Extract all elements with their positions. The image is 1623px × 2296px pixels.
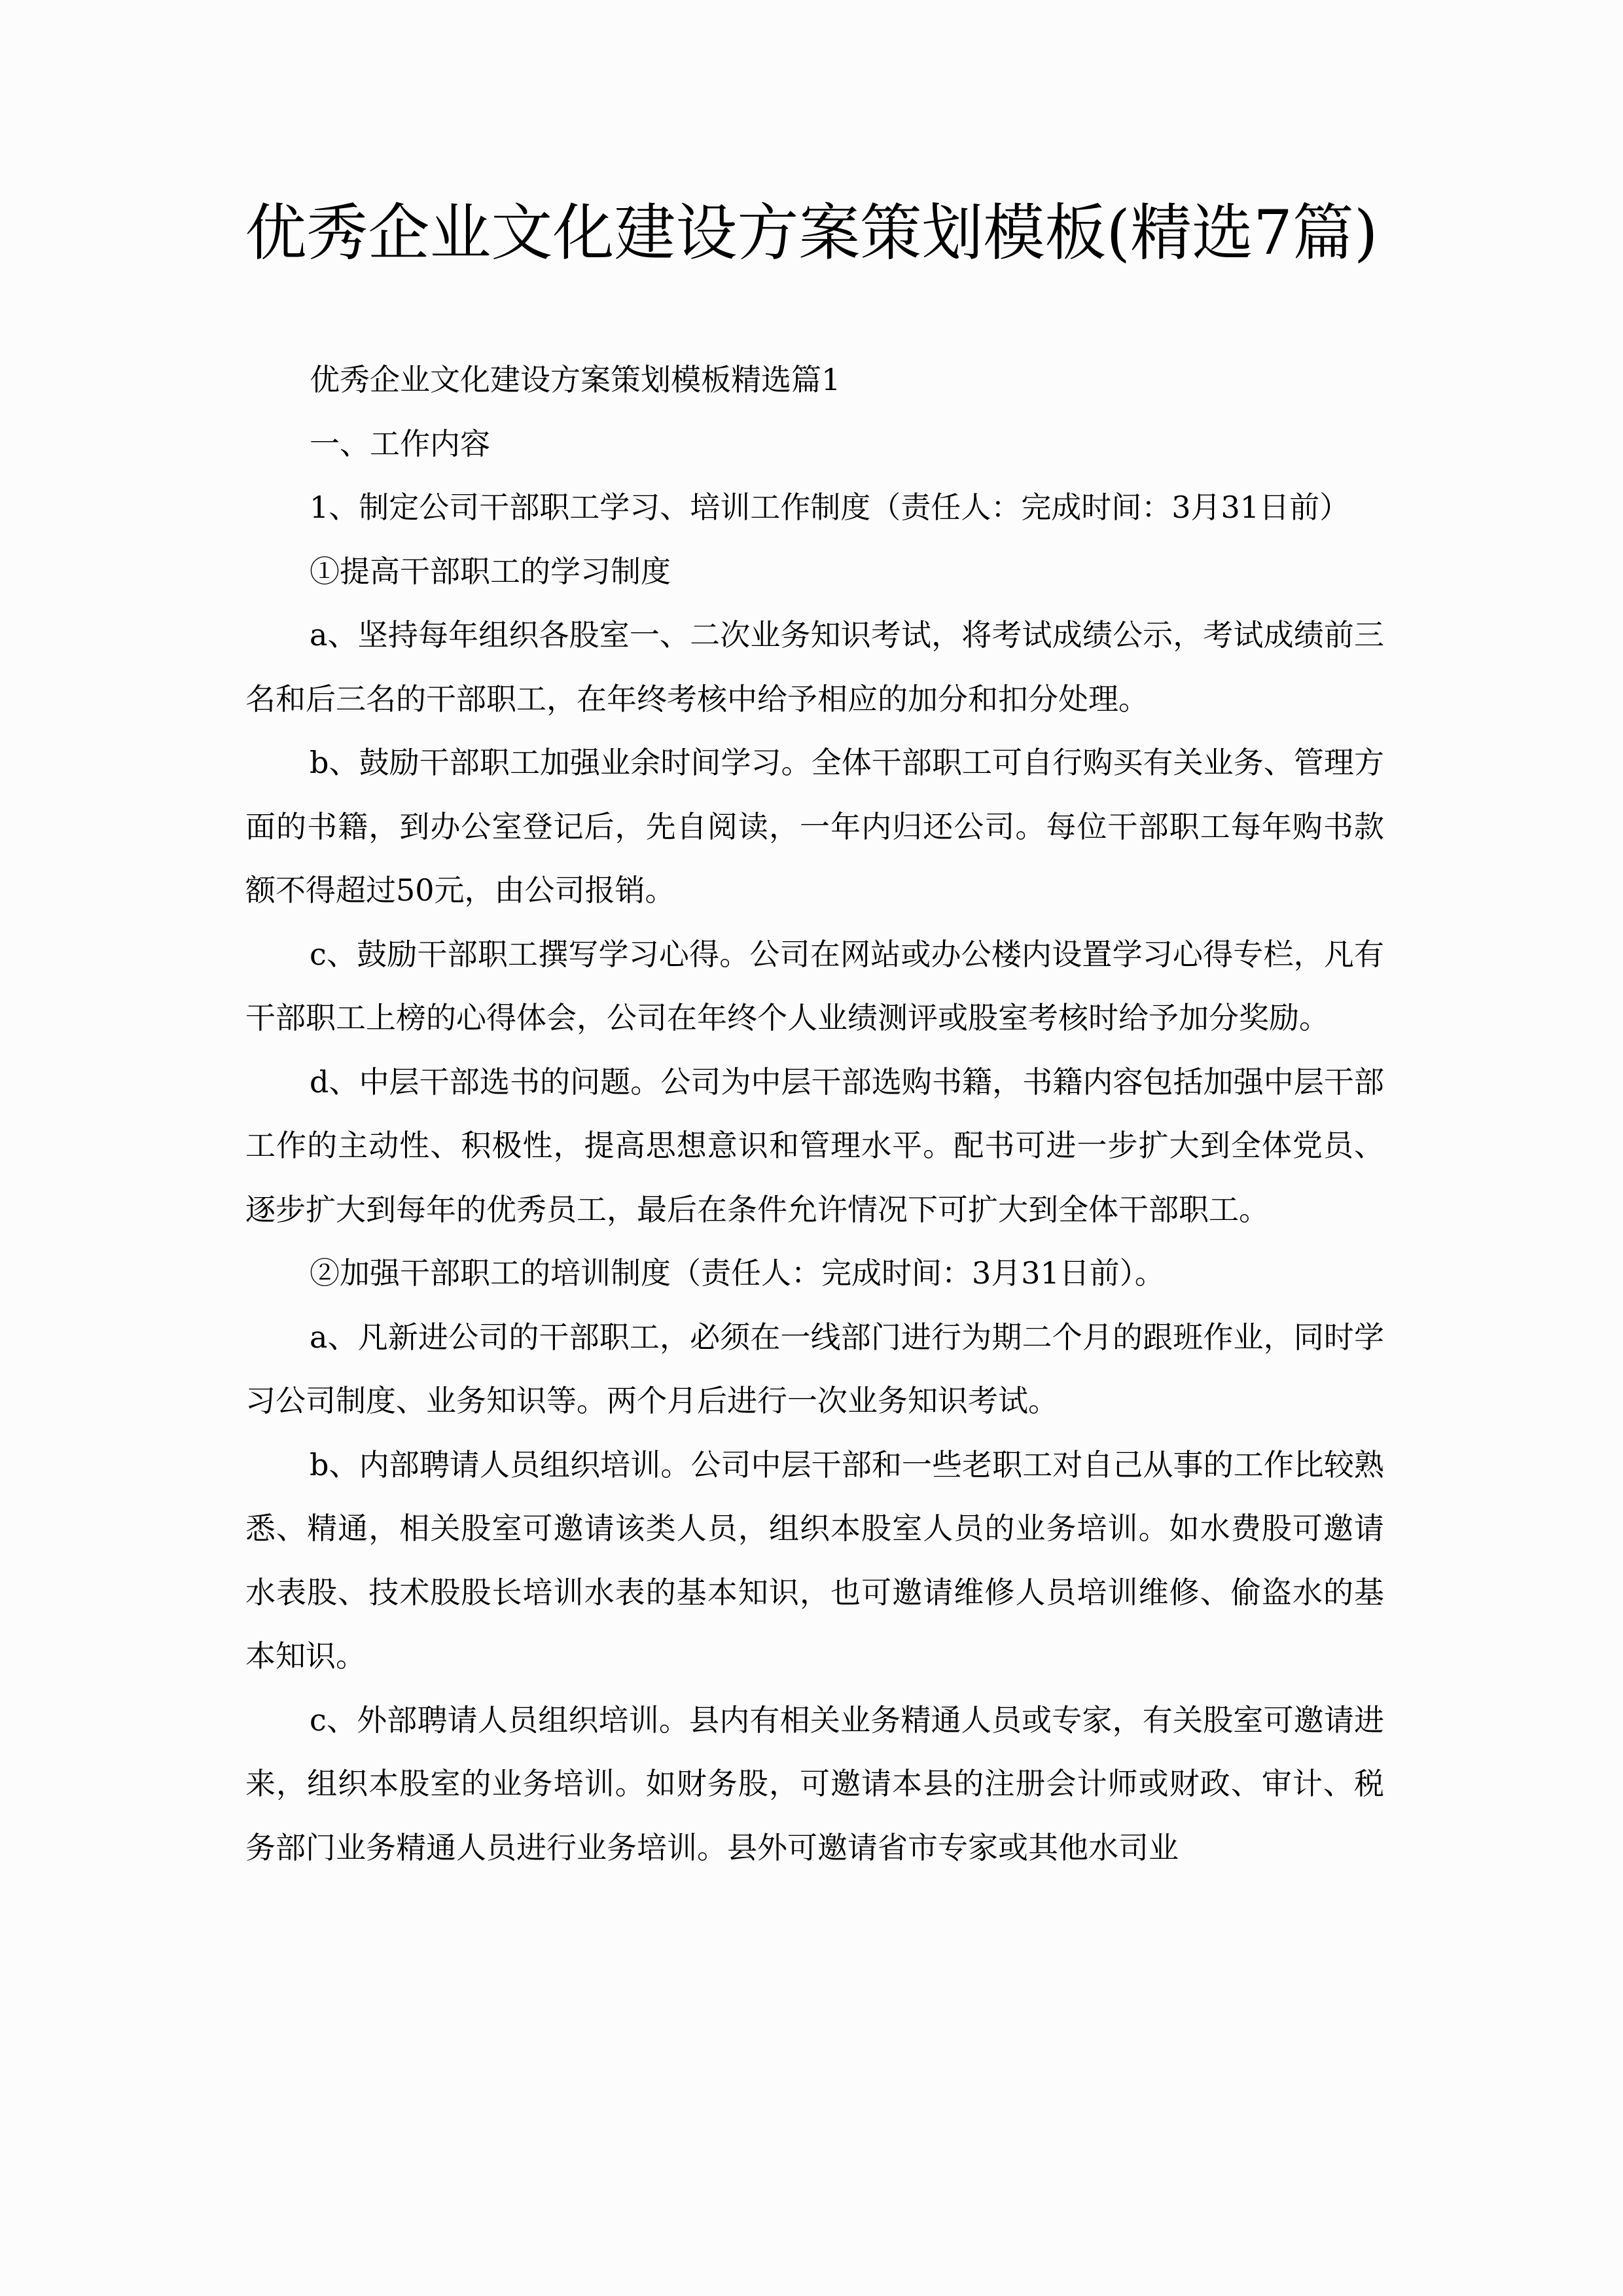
paragraph-study-d: d、中层干部选书的问题。公司为中层干部选购书籍，书籍内容包括加强中层干部工作的主动性、积极性，提高思想意识和管理水平。配书可进一步扩大到全体党员、逐步扩大到每年的优秀员工，最后在条件允许情况下可扩大到全体干部职工。: [245, 1064, 1384, 1227]
subheading-training-system: ②加强干部职工的培训制度（责任人：完成时间：3月31日前）。: [310, 1255, 1165, 1291]
paragraph-training-b: b、内部聘请人员组织培训。公司中层干部和一些老职工对自己从事的工作比较熟悉、精通，相关股室可邀请该类人员，组织本股室人员的业务培训。如水费股可邀请水表股、技术股股长培训水表的基本知识，也可邀请维修人员培训维修、偷盗水的基本知识。: [245, 1446, 1384, 1674]
section-heading-part-1: 优秀企业文化建设方案策划模板精选篇1: [310, 362, 841, 397]
document-body: [245, 348, 1384, 1880]
paragraph-study-b: b、鼓励干部职工加强业余时间学习。全体干部职工可自行购买有关业务、管理方面的书籍，到办公室登记后，先自阅读，一年内归还公司。每位干部职工每年购书款额不得超过50元，由公司报销。: [245, 745, 1384, 908]
section-heading-work-content: 一、工作内容: [310, 425, 490, 461]
paragraph-study-c: c、鼓励干部职工撰写学习心得。公司在网站或办公楼内设置学习心得专栏，凡有干部职工上榜的心得体会，公司在年终个人业绩测评或股室考核时给予加分奖励。: [245, 936, 1384, 1035]
paragraph-training-c: c、外部聘请人员组织培训。县内有相关业务精通人员或专家，有关股室可邀请进来，组织本股室的业务培训。如财务股，可邀请本县的注册会计师或财政、审计、税务部门业务精通人员进行业务培训。县外可邀请省市专家或其他水司业: [245, 1702, 1384, 1865]
document-title: 优秀企业文化建设方案策划模板(精选7篇): [245, 198, 1378, 269]
paragraph-training-a: a、凡新进公司的干部职工，必须在一线部门进行为期二个月的跟班作业，同时学习公司制度、业务知识等。两个月后进行一次业务知识考试。: [245, 1319, 1384, 1418]
paragraph-study-a: a、坚持每年组织各股室一、二次业务知识考试，将考试成绩公示，考试成绩前三名和后三名的干部职工，在年终考核中给予相应的加分和扣分处理。: [245, 617, 1384, 717]
paragraph-item-1: 1、制定公司干部职工学习、培训工作制度（责任人：完成时间：3月31日前）: [310, 490, 1350, 525]
subheading-study-system: ①提高干部职工的学习制度: [310, 553, 671, 589]
